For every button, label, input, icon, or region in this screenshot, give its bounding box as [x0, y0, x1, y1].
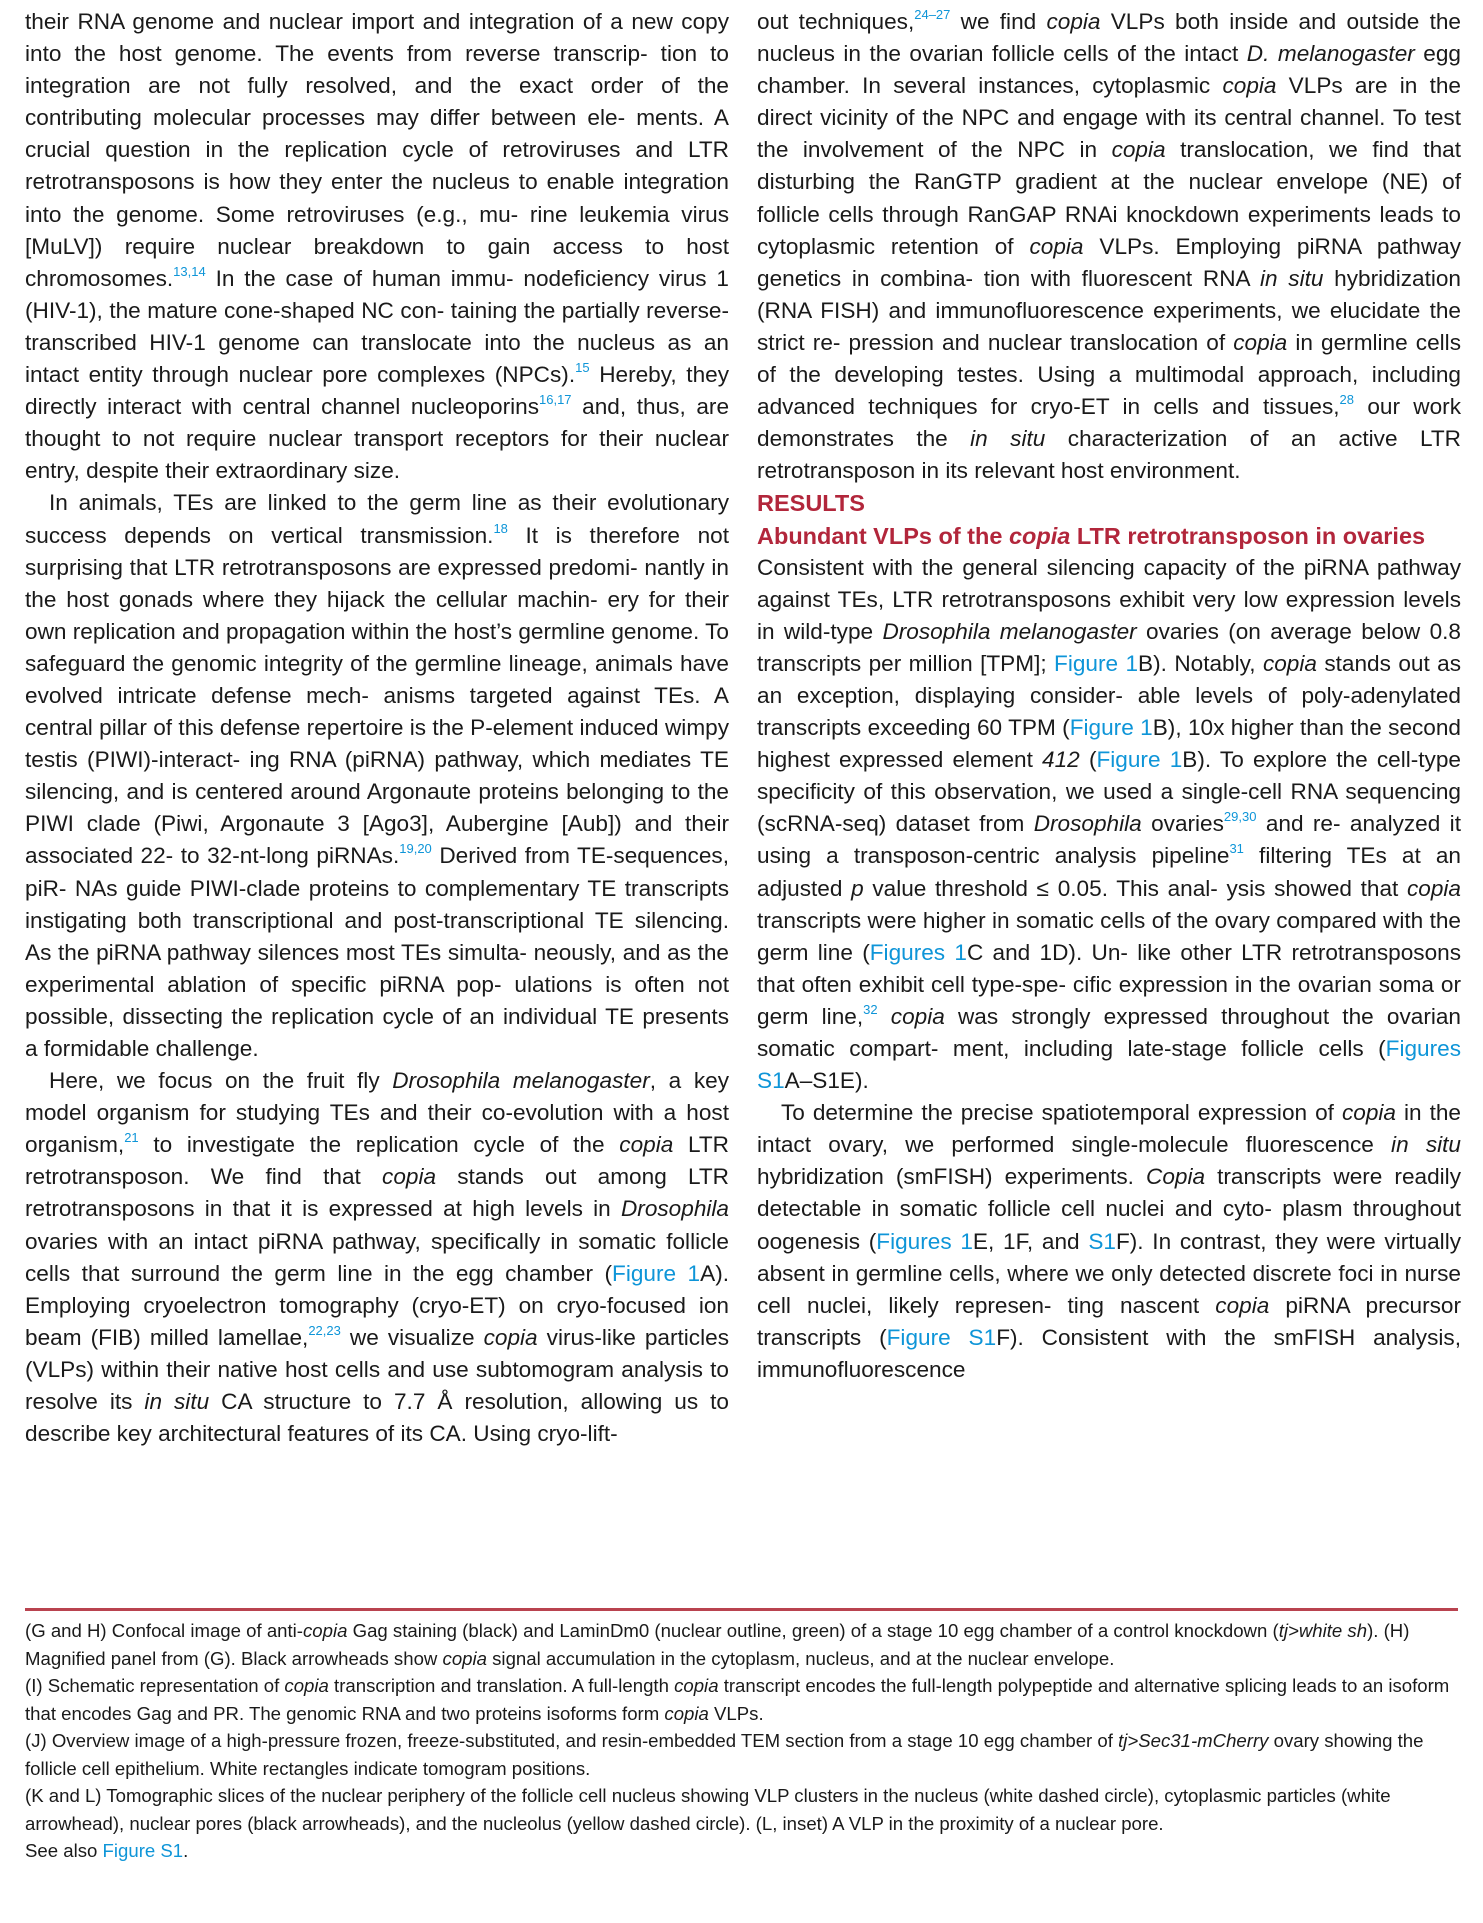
figure-link[interactable]: Figure 1	[612, 1260, 701, 1286]
caption-kl: (K and L) Tomographic slices of the nuclear periphery of the follicle cell nucleus showing VLP clusters in the nucleus (white dashed circle), cytoplasmic particles (white arrowhead), nuclear pores (black arrowheads), and the nucleolus (yellow dashed circle). (L, inset) A VLP in the proximity of a nuclear pore.	[25, 1785, 1391, 1834]
section-heading: RESULTS	[757, 490, 865, 517]
citation[interactable]: 15	[575, 360, 590, 376]
citation[interactable]: 22,23	[308, 1322, 341, 1338]
caption-i: (I) Schematic representation of copia transcription and translation. A full-length copia transcript encodes the full-length polypeptide and alternative splicing leads to an isoform that encodes Gag and PR. The genomic RNA and two proteins isoforms form copia VLPs.	[25, 1675, 1450, 1724]
left-column	[25, 6, 729, 1450]
right-column	[757, 6, 1461, 1386]
body-paragraph: Consistent with the general silencing capacity of the piRNA pathway against TEs, LTR retrotransposons exhibit very low expression levels in wild-type Drosophila melanogaster ovaries (on average below 0.8 transcripts per million [TPM]; Figure 1B). Notably, copia stands out as an exception, displaying consider- able levels of poly-adenylated transcripts exceeding 60 TPM (Figure 1B), 10x higher than the second highest expressed element 412 (Figure 1B). To explore the cell-type specificity of this observation, we used a single-cell RNA sequencing (scRNA-seq) dataset from Drosophila ovaries$^{29,30}$ and re- analyzed it using a transposon-centric analysis pipeline$^{31}$ filtering TEs at an adjusted p value threshold ≤ 0.05. This anal- ysis showed that copia transcripts were higher in somatic cells of the ovary compared with the germ line (Figures 1C and 1D). Un- like other LTR retrotransposons that often exhibit cell type-spe- cific expression in the ovarian soma or germ line,$^{32}$ copia was strongly expressed throughout the ovarian somatic compart- ment, including late-stage follicle cells (Figures S1A–S1E).	[757, 554, 1462, 1094]
body-paragraph: In animals, TEs are linked to the germ line as their evolutionary success depends on vertical transmission.$^{18}$ It is therefore not surprising that LTR retrotransposons are expressed predomi- nantly in the host gonads where they hijack the cellular machin- ery for their own replication and propagation within the host’s germline genome. To safeguard the genomic integrity of the germline lineage, animals have evolved intricate defense mech- anisms targeted against TEs. A central pillar of this defense repertoire is the P-element induced wimpy testis (PIWI)-interact- ing RNA (piRNA) pathway, which mediates TE silencing, and is centered around Argonaute proteins belonging to the PIWI clade (Piwi, Argonaute 3 [Ago3], Aubergine [Aub]) and their associated 22- to 32-nt-long piRNAs.$^{19,20}$ Derived from TE-sequences, piR- NAs guide PIWI-clade proteins to complementary TE transcripts instigating both transcriptional and post-transcriptional TE silencing. As the piRNA pathway silences most TEs simulta- neously, and as the experimental ablation of specific piRNA pop- ulations is often not possible, dissecting the replication cycle of an individual TE presents a formidable challenge.	[25, 490, 729, 1061]
figure-link[interactable]: Figures 1	[869, 939, 967, 965]
figure-link[interactable]: Figures S1	[757, 1036, 1461, 1094]
figure-link[interactable]: Figure S1	[102, 1840, 184, 1861]
figure-link[interactable]: Figure S1	[886, 1324, 997, 1350]
citation[interactable]: 28	[1339, 392, 1355, 408]
figure-link[interactable]: Figure 1	[1096, 747, 1183, 773]
body-paragraph: their RNA genome and nuclear import and integration of a new copy into the host genome. The events from reverse transcrip- tion to integration are not fully resolved, and the exact order of the contributing molecular processes may differ between ele- ments. A crucial question in the replication cycle of retroviruses and LTR retrotransposons is how they enter the nucleus to enable integration into the genome. Some retroviruses (e.g., mu- rine leukemia virus [MuLV]) require nuclear breakdown to gain access to host chromosomes.$^{13,14}$ In the case of human immu- nodeficiency virus 1 (HIV-1), the mature cone-shaped NC con- taining the partially reverse-transcribed HIV-1 genome can translocate into the nucleus as an intact entity through nuclear pore complexes (NPCs).$^{15}$ Hereby, they directly interact with central channel nucleoporins$^{16,17}$ and, thus, are thought to not require nuclear transport receptors for their nuclear entry, despite their extraordinary size.	[25, 9, 730, 484]
figure-link[interactable]: S1	[1088, 1228, 1116, 1254]
citation[interactable]: 18	[493, 520, 508, 536]
citation[interactable]: 19,20	[399, 841, 432, 857]
citation[interactable]: 29,30	[1223, 809, 1257, 825]
caption-j: (J) Overview image of a high-pressure frozen, freeze-substituted, and resin-embedded TEM section from a stage 10 egg chamber of tj>Sec31-mCherry ovary showing the follicle cell epithelium. White rectangles indicate tomogram positions.	[25, 1730, 1424, 1779]
figure-caption	[25, 1617, 1458, 1865]
figure-link[interactable]: Figures 1	[876, 1228, 973, 1254]
caption-see-also: See also Figure S1.	[25, 1840, 189, 1861]
citation[interactable]: 24–27	[914, 7, 951, 22]
figure-link[interactable]: Figure 1	[1054, 650, 1139, 676]
body-paragraph: Here, we focus on the fruit fly Drosophila melanogaster, a key model organism for studying TEs and their co-evolution with a host organism,$^{21}$ to investigate the replication cycle of the copia LTR retrotransposon. We find that copia stands out among LTR retrotransposons in that it is expressed at high levels in Drosophila ovaries with an intact piRNA pathway, specifically in somatic follicle cells that surround the germ line in the egg chamber (Figure 1A). Employing cryoelectron tomography (cryo-ET) on cryo-focused ion beam (FIB) milled lamellae,$^{22,23}$ we visualize copia virus-like particles (VLPs) within their native host cells and use subtomogram analysis to resolve its in situ CA structure to 7.7 Å resolution, allowing us to describe key architectural features of its CA. Using cryo-lift-	[25, 1068, 730, 1447]
citation[interactable]: 16,17	[539, 392, 572, 408]
caption-divider	[25, 1608, 1458, 1611]
body-paragraph: out techniques,$^{24-27}$ we find copia VLPs both inside and outside the nucleus in the ovarian follicle cells of the intact D. melanogaster egg chamber. In several instances, cytoplasmic copia VLPs are in the direct vicinity of the NPC and engage with its central channel. To test the involvement of the NPC in copia translocation, we find that disturbing the RanGTP gradient at the nuclear envelope (NE) of follicle cells through RanGAP RNAi knockdown experiments leads to cytoplasmic retention of copia VLPs. Employing piRNA pathway genetics in combina- tion with fluorescent RNA in situ hybridization (RNA FISH) and immunofluorescence experiments, we elucidate the strict re- pression and nuclear translocation of copia in germline cells of the developing testes. Using a multimodal approach, including advanced techniques for cryo-ET in cells and tissues,$^{28}$ our work demonstrates the in situ characterization of an active LTR retrotransposon in its relevant host environment.	[757, 7, 1462, 484]
figure-link[interactable]: Figure 1	[1069, 715, 1153, 741]
caption-gh: (G and H) Confocal image of anti-copia Gag staining (black) and LaminDm0 (nuclear outline, green) of a stage 10 egg chamber of a control knockdown (tj>white sh). (H) Magnified panel from (G). Black arrowheads show copia signal accumulation in the cytoplasm, nucleus, and at the nuclear envelope.	[25, 1620, 1410, 1669]
citation[interactable]: 21	[124, 1130, 139, 1146]
subsection-heading: Abundant VLPs of the copia LTR retrotransposon in ovaries	[757, 522, 1426, 549]
citation[interactable]: 32	[863, 1001, 878, 1017]
body-paragraph: To determine the precise spatiotemporal expression of copia in the intact ovary, we performed single-molecule fluorescence in situ hybridization (smFISH) experiments. Copia transcripts were readily detectable in somatic follicle cell nuclei and cyto- plasm throughout oogenesis (Figures 1E, 1F, and S1F). In contrast, they were virtually absent in germline cells, where we only detected discrete foci in nurse cell nuclei, likely represen- ting nascent copia piRNA precursor transcripts (Figure S1F). Consistent with the smFISH analysis, immunofluorescence	[757, 1100, 1462, 1382]
citation[interactable]: 13,14	[173, 263, 206, 279]
citation[interactable]: 31	[1229, 841, 1244, 857]
